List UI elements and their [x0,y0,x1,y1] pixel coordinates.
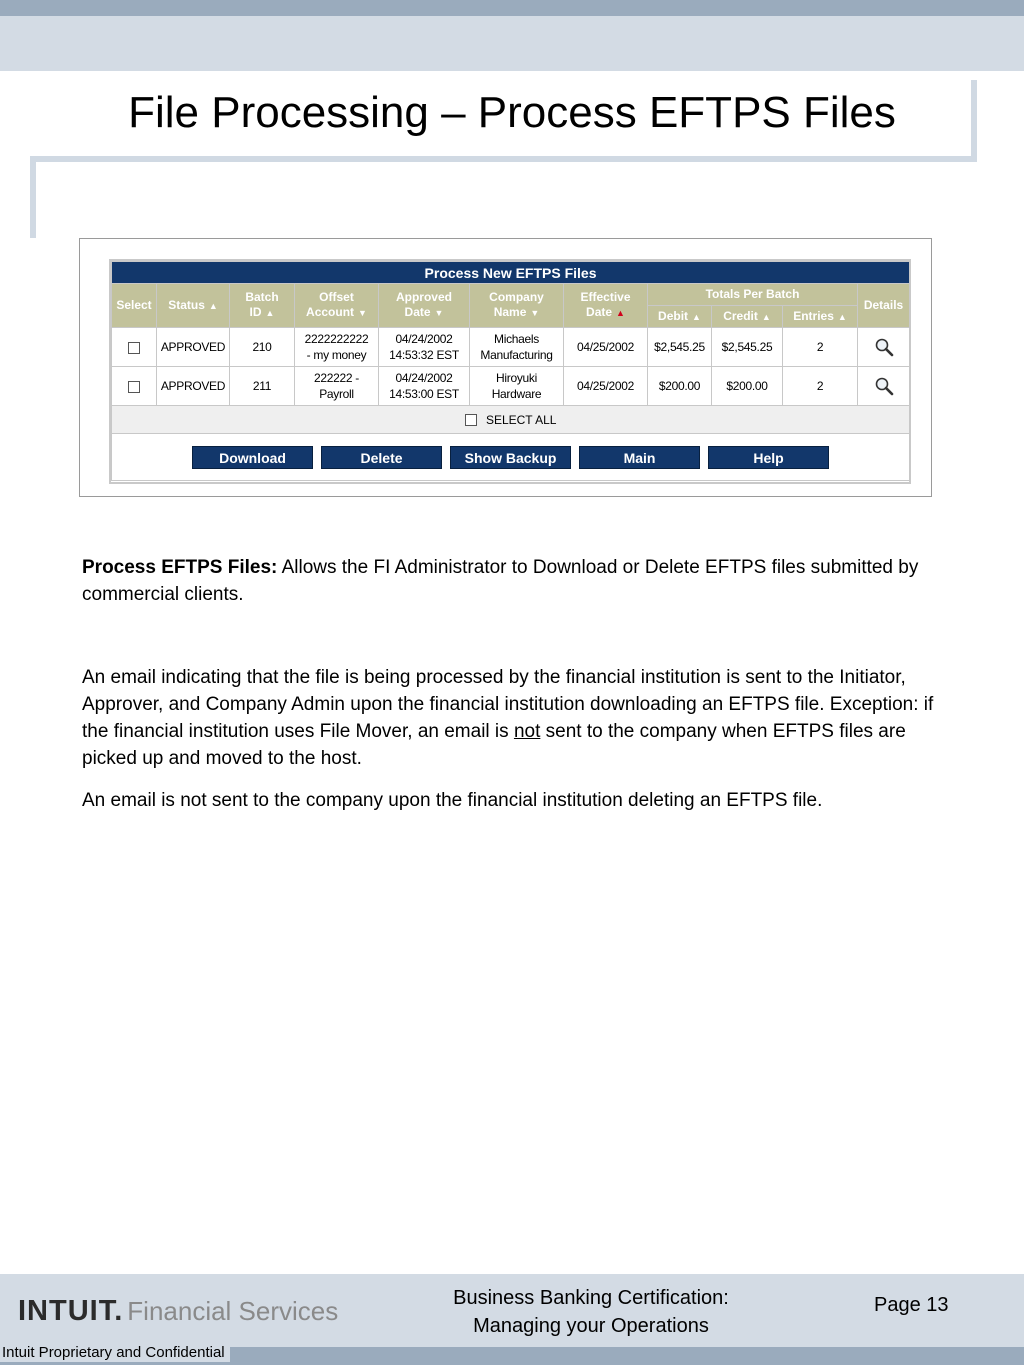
emphasis-not: not [513,721,541,742]
eftps-panel [109,259,911,484]
debit-cell: $2,545.25 [648,328,712,367]
header-select: Select [112,284,157,328]
table-caption: Process New EFTPS Files [112,262,910,284]
help-button[interactable]: Help [708,446,829,469]
company-name-cell: Michaels Manufacturing [470,328,564,367]
details-cell [858,367,910,406]
magnifier-icon[interactable] [874,376,894,396]
entries-cell: 2 [783,367,858,406]
sort-arrows-icon[interactable]: ▼ [434,308,444,318]
delete-button[interactable]: Delete [321,446,442,469]
offset-account-cell: 2222222222 - my money [295,328,379,367]
header-debit[interactable]: Debit ▲ [648,306,712,328]
effective-date-cell: 04/25/2002 [564,367,648,406]
sort-arrows-icon[interactable]: ▲ [837,311,847,322]
select-all-checkbox[interactable] [465,414,477,426]
header-credit[interactable]: Credit ▲ [712,306,783,328]
debit-cell: $200.00 [648,367,712,406]
magnifier-icon[interactable] [874,337,894,357]
eftps-table [111,261,910,481]
sort-arrows-icon[interactable]: ▲ [208,300,218,311]
batch-id-cell: 211 [230,367,295,406]
email-text-a: An email indicating that the file is being processed by the financial institution is sent to the Initiator, Approver, and Company Admin upon the financial institution downloading an EFTPS file. Exception: if the financial institution uses File Mover, an email is [82,667,934,742]
title-bracket-horizontal [30,156,977,162]
checkbox-icon[interactable] [128,342,140,354]
batch-id-cell: 210 [230,328,295,367]
sort-arrows-icon[interactable]: ▼ [530,308,540,318]
row-select-cell [112,367,157,406]
status-cell: APPROVED [157,367,230,406]
download-button[interactable]: Download [192,446,313,469]
header-approved-date[interactable]: Approved Date ▼ [379,284,470,328]
header-entries[interactable]: Entries ▲ [783,306,858,328]
button-row [112,434,910,481]
header-totals-per-batch: Totals Per Batch [648,284,858,306]
credit-cell: $2,545.25 [712,328,783,367]
header-batch-id[interactable]: Batch ID ▲ [230,284,295,328]
company-name-cell: Hiroyuki Hardware [470,367,564,406]
table-row [112,328,910,367]
row-select-cell [112,328,157,367]
details-cell [858,328,910,367]
table-row [112,367,910,406]
page-number: Page 13 [874,1294,949,1316]
show-backup-button[interactable]: Show Backup [450,446,571,469]
main-button[interactable]: Main [579,446,700,469]
sort-arrows-icon[interactable]: ▲ [692,311,701,322]
intuit-logo [18,1295,338,1327]
sort-arrows-icon[interactable]: ▲ [265,308,275,318]
confidential-notice: Intuit Proprietary and Confidential [0,1343,230,1362]
select-all-label: SELECT ALL [485,412,557,427]
logo-intuit: INTUIT. [18,1295,124,1327]
entries-cell: 2 [783,328,858,367]
left-bracket-vertical [30,156,36,238]
slide-title: File Processing – Process EFTPS Files [128,88,896,137]
description-heading: Process EFTPS Files: [82,557,278,578]
sort-arrows-icon[interactable]: ▼ [358,308,367,318]
header-details: Details [858,284,910,328]
sort-up-red-icon[interactable]: ▲ [616,308,625,318]
offset-account-cell: 222222 - Payroll [295,367,379,406]
approved-date-cell: 04/24/2002 14:53:32 EST [379,328,470,367]
logo-financial-services: Financial Services [127,1296,339,1326]
checkbox-icon[interactable] [128,381,140,393]
footer-title [430,1284,752,1340]
description-paragraph [82,554,962,608]
header-offset-account[interactable]: Offset Account ▼ [295,284,379,328]
footer-title-line-2: Managing your Operations [473,1315,709,1337]
top-band [0,16,1024,71]
header-status[interactable]: Status ▲ [157,284,230,328]
header-company-name[interactable]: Company Name ▼ [470,284,564,328]
approved-date-cell: 04/24/2002 14:53:00 EST [379,367,470,406]
select-all-cell [112,406,910,434]
select-all-row [112,406,910,434]
status-cell: APPROVED [157,328,230,367]
delete-email-paragraph: An email is not sent to the company upon the financial institution deleting an EFTPS file. [82,790,823,811]
sort-arrows-icon[interactable]: ▲ [761,311,771,322]
button-cell [112,434,910,481]
credit-cell: $200.00 [712,367,783,406]
effective-date-cell: 04/25/2002 [564,328,648,367]
email-paragraph [82,664,962,772]
email-text-b: sent to the company when EFTPS files are picked up and moved to the host. [82,721,906,769]
screenshot-frame [79,238,932,497]
header-effective-date[interactable]: Effective Date ▲ [564,284,648,328]
top-strip [0,0,1024,16]
description-text: Allows the FI Administrator to Download or Delete EFTPS files submitted by commercial clients. [82,557,919,605]
footer-title-line-1: Business Banking Certification: [453,1287,729,1309]
